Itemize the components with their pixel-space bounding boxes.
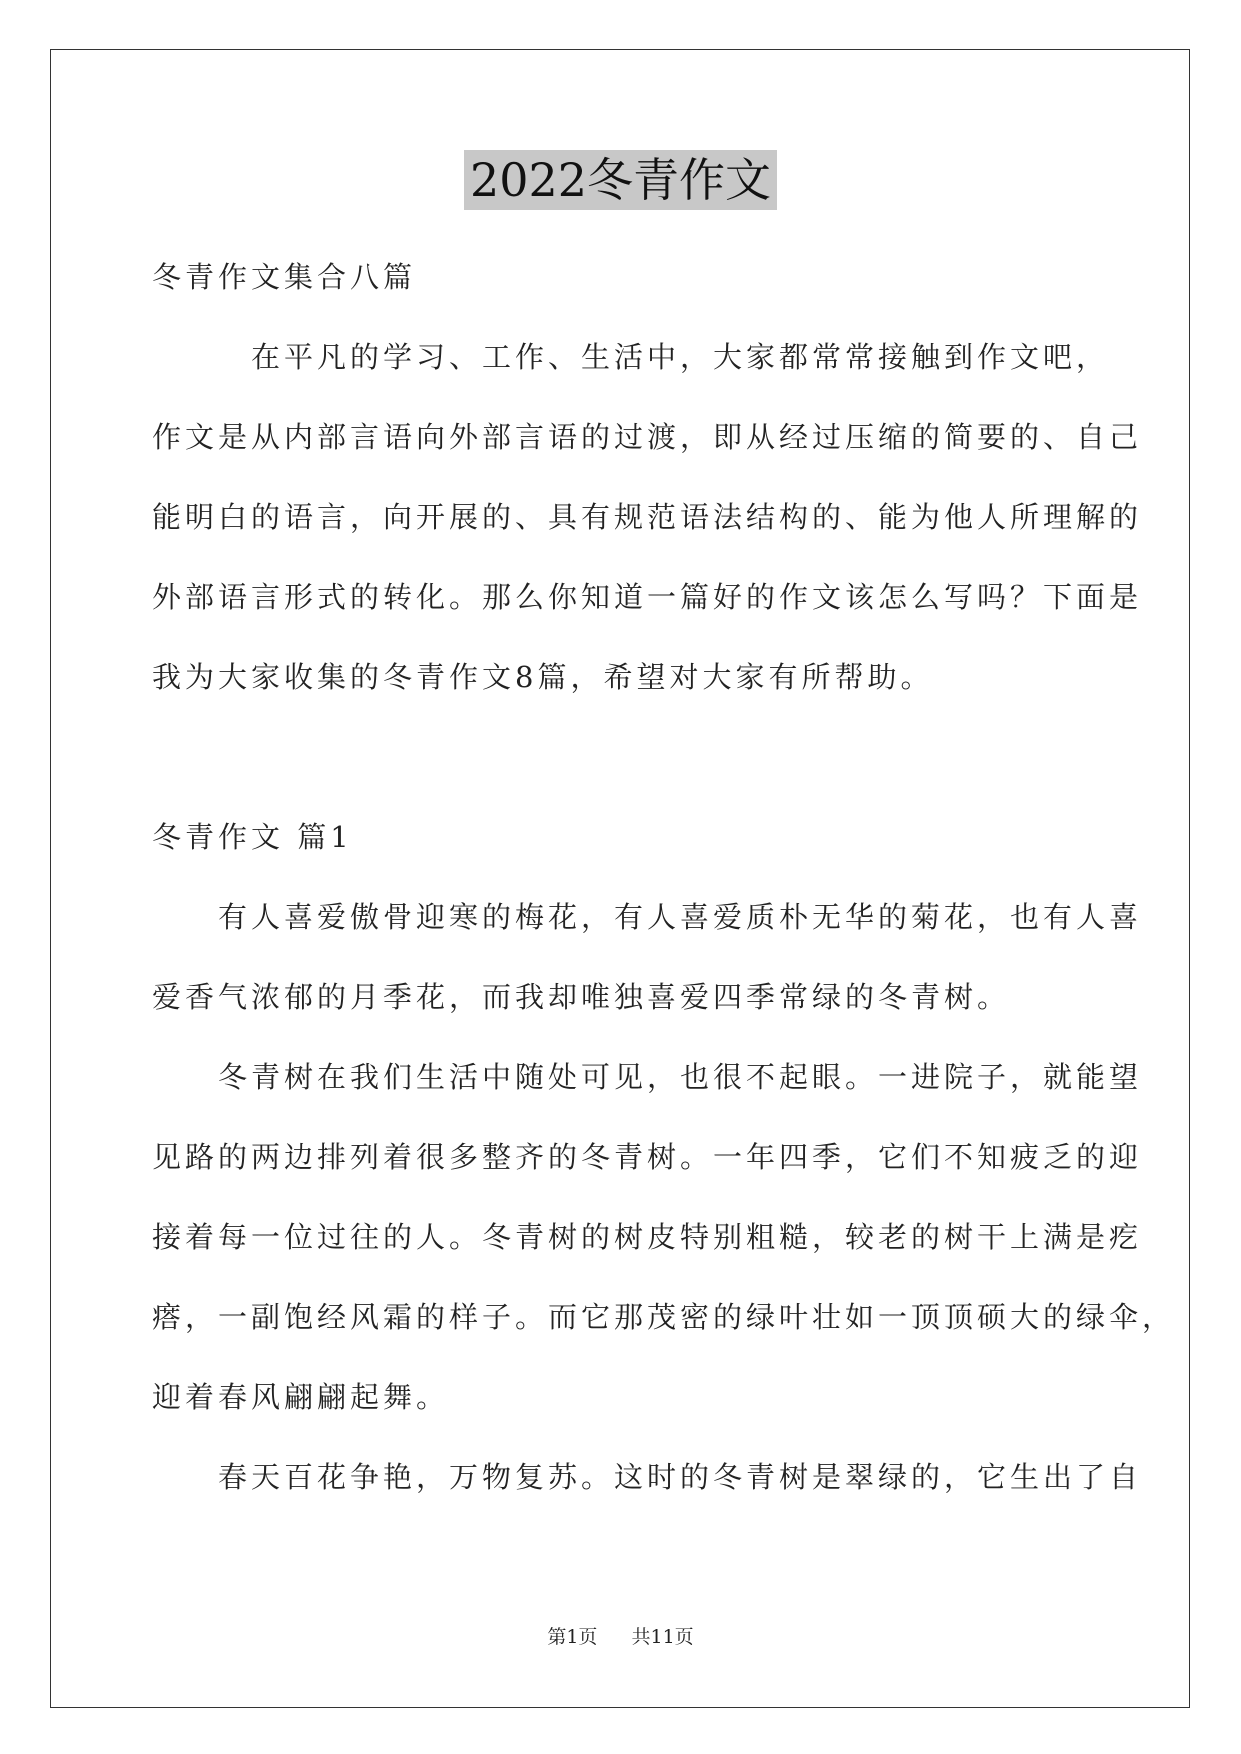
title-container <box>0 150 1241 210</box>
intro-line: 能明白的语言，向开展的、具有规范语法结构的、能为他人所理解的 <box>152 500 1143 534</box>
intro-line: 我为大家收集的冬青作文8篇，希望对大家有所帮助。 <box>152 660 934 694</box>
page-number: 第1页 <box>547 1626 598 1648</box>
intro-line: 外部语言形式的转化。那么你知道一篇好的作文该怎么写吗？下面是 <box>152 580 1143 614</box>
body-line: 有人喜爱傲骨迎寒的梅花，有人喜爱质朴无华的菊花，也有人喜 <box>152 900 1143 934</box>
body-line: 见路的两边排列着很多整齐的冬青树。一年四季，它们不知疲乏的迎 <box>152 1140 1143 1174</box>
page-total: 共11页 <box>631 1626 694 1648</box>
body-line: 爱香气浓郁的月季花，而我却唯独喜爱四季常绿的冬青树。 <box>152 980 1011 1014</box>
body-line: 春天百花争艳，万物复苏。这时的冬青树是翠绿的，它生出了自 <box>152 1460 1143 1494</box>
document-title: 2022冬青作文 <box>464 150 777 210</box>
document-body <box>152 237 1176 1517</box>
intro-line: 在平凡的学习、工作、生活中，大家都常常接触到作文吧， <box>152 340 1110 374</box>
section-spacer <box>152 717 1092 797</box>
body-line: 迎着春风翩翩起舞。 <box>152 1380 450 1414</box>
body-line: 接着每一位过往的人。冬青树的树皮特别粗糙，较老的树干上满是疙 <box>152 1220 1143 1254</box>
document-subtitle: 冬青作文集合八篇 <box>152 260 417 294</box>
body-line: 瘩，一副饱经风霜的样子。而它那茂密的绿叶壮如一顶顶硕大的绿伞， <box>152 1300 1176 1334</box>
intro-line: 作文是从内部言语向外部言语的过渡，即从经过压缩的简要的、自己 <box>152 420 1143 454</box>
body-line: 冬青树在我们生活中随处可见，也很不起眼。一进院子，就能望 <box>152 1060 1143 1094</box>
section-heading: 冬青作文 篇1 <box>152 820 353 854</box>
page-footer <box>0 1622 1241 1649</box>
